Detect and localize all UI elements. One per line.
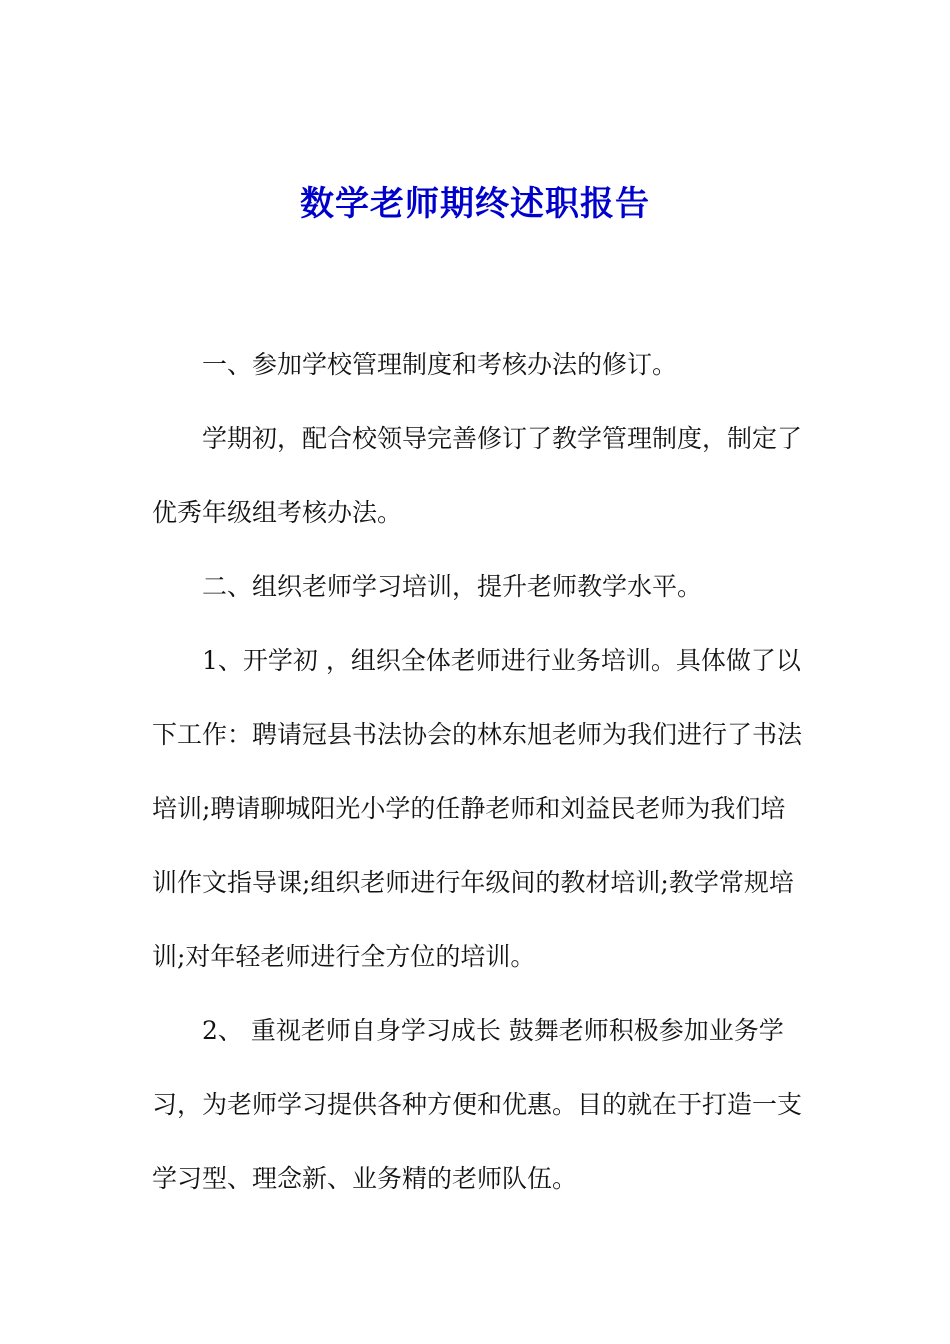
paragraph-1: 一、参加学校管理制度和考核办法的修订。	[202, 350, 678, 379]
paragraph-5: 2、 重视老师自身学习成长 鼓舞老师积极参加业务学习，为老师学习提供各种方便和优惠。目的就在于打造一支学习型、理念新、业务精的老师队伍。	[152, 1016, 803, 1193]
paragraph-4: 1、开学初 ，组织全体老师进行业务培训。具体做了以下工作：聘请冠县书法协会的林东旭老师为我们进行了书法培训;聘请聊城阳光小学的任静老师和刘益民老师为我们培训作文指导课;组织老师进行年级间的教材培训;教学常规培训;对年轻老师进行全方位的培训。	[152, 646, 803, 971]
paragraph-2: 学期初，配合校领导完善修订了教学管理制度，制定了优秀年级组考核办法。	[152, 424, 803, 527]
document-body	[152, 328, 802, 1216]
paragraph-3: 二、组织老师学习培训，提升老师教学水平。	[202, 572, 703, 601]
document-title: 数学老师期终述职报告	[300, 184, 650, 224]
